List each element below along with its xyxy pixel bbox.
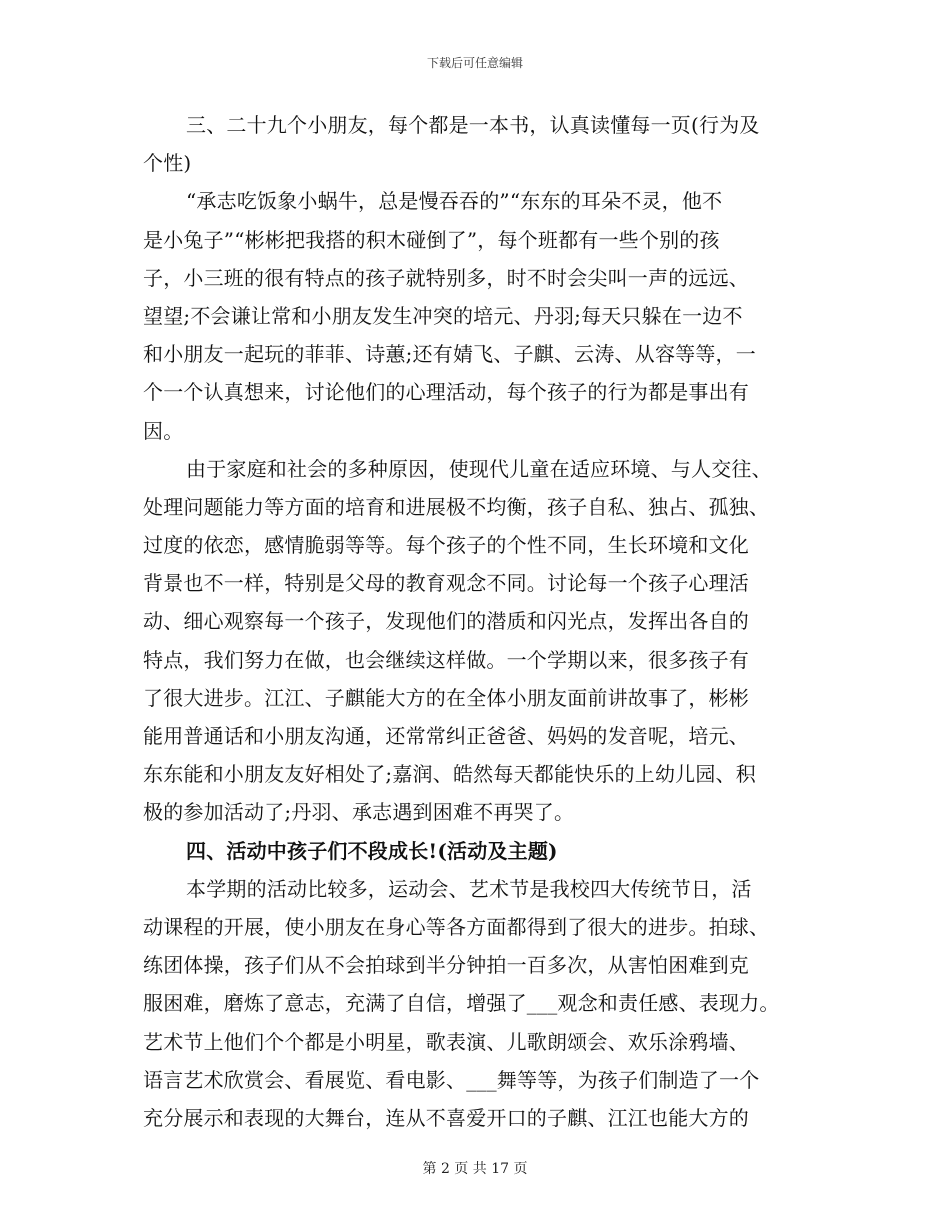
text-line: 个性) [143, 151, 192, 176]
text-line: 望望;不会谦让常和小朋友发生冲突的培元、丹羽;每天只躲在一边不 [143, 303, 743, 328]
text-line: 了很大进步。江江、子麒能大方的在全体小朋友面前讲故事了，彬彬 [143, 685, 749, 710]
text-line: 背景也不一样，特别是父母的教育观念不同。讨论每一个孩子心理活 [143, 571, 749, 596]
text-line: 东东能和小朋友友好相处了;嘉润、皓然每天都能快乐的上幼儿园、积 [143, 762, 756, 787]
text-line: 能用普通话和小朋友沟通，还常常纠正爸爸、妈妈的发音呢，培元、 [143, 724, 749, 748]
text-line: 是小兔子”“彬彬把我搭的积木碰倒了”，每个班都有一些个别的孩 [143, 227, 720, 252]
text-line: 特点，我们努力在做，也会继续这样做。一个学期以来，很多孩子有 [143, 647, 749, 672]
page-footer: 第 2 页 共 17 页 [422, 1161, 528, 1177]
text-line: 处理问题能力等方面的培育和进展极不均衡，孩子自私、独占、孤独、 [143, 494, 770, 519]
text-line: 本学期的活动比较多，运动会、艺术节是我校四大传统节日，活 [186, 876, 752, 901]
section-heading-3: 三、二十九个小朋友，每个都是一本书，认真读懂每一页(行为及 [186, 113, 760, 137]
text-line: 和小朋友一起玩的菲菲、诗蕙;还有婧飞、子麒、云涛、从容等等，一 [143, 342, 756, 367]
text-line: 语言艺术欣赏会、看展览、看电影、___舞等等，为孩子们制造了一个 [143, 1067, 760, 1092]
text-line: 充分展示和表现的大舞台，连从不喜爱开口的子麒、江江也能大方的 [143, 1105, 749, 1130]
text-line: 练团体操，孩子们从不会拍球到半分钟拍一百多次，从害怕困难到克 [143, 953, 749, 978]
text-line: 子，小三班的很有特点的孩子就特别多，时不时会尖叫一声的远远、 [143, 265, 749, 290]
text-line: 极的参加活动了;丹羽、承志遇到困难不再哭了。 [143, 800, 575, 825]
text-line: 由于家庭和社会的多种原因，使现代儿童在适应环境、与人交往、 [186, 456, 772, 481]
document-body [143, 106, 823, 1137]
text-line: 过度的依恋，感情脆弱等等。每个孩子的个性不同，生长环境和文化 [143, 533, 749, 558]
text-line: 因。 [143, 418, 184, 443]
text-line: “承志吃饭象小蜗牛，总是慢吞吞的”“东东的耳朵不灵，他不 [186, 189, 723, 214]
text-line: 艺术节上他们个个都是小明星，歌表演、儿歌朗颂会、欢乐涂鸦墙、 [143, 1029, 749, 1054]
text-line: 动、细心观察每一个孩子，发现他们的潜质和闪光点，发挥出各自的 [143, 609, 749, 634]
page-header: 下载后可任意编辑 [426, 56, 523, 70]
text-line: 服困难，磨炼了意志，充满了自信，增强了___观念和责任感、表现力。 [143, 991, 780, 1016]
text-line: 个一个认真想来，讨论他们的心理活动，每个孩子的行为都是事出有 [143, 380, 749, 405]
text-line: 动课程的开展，使小朋友在身心等各方面都得到了很大的进步。拍球、 [143, 914, 770, 939]
section-heading-4: 四、活动中孩子们不段成长!(活动及主题) [186, 838, 558, 863]
